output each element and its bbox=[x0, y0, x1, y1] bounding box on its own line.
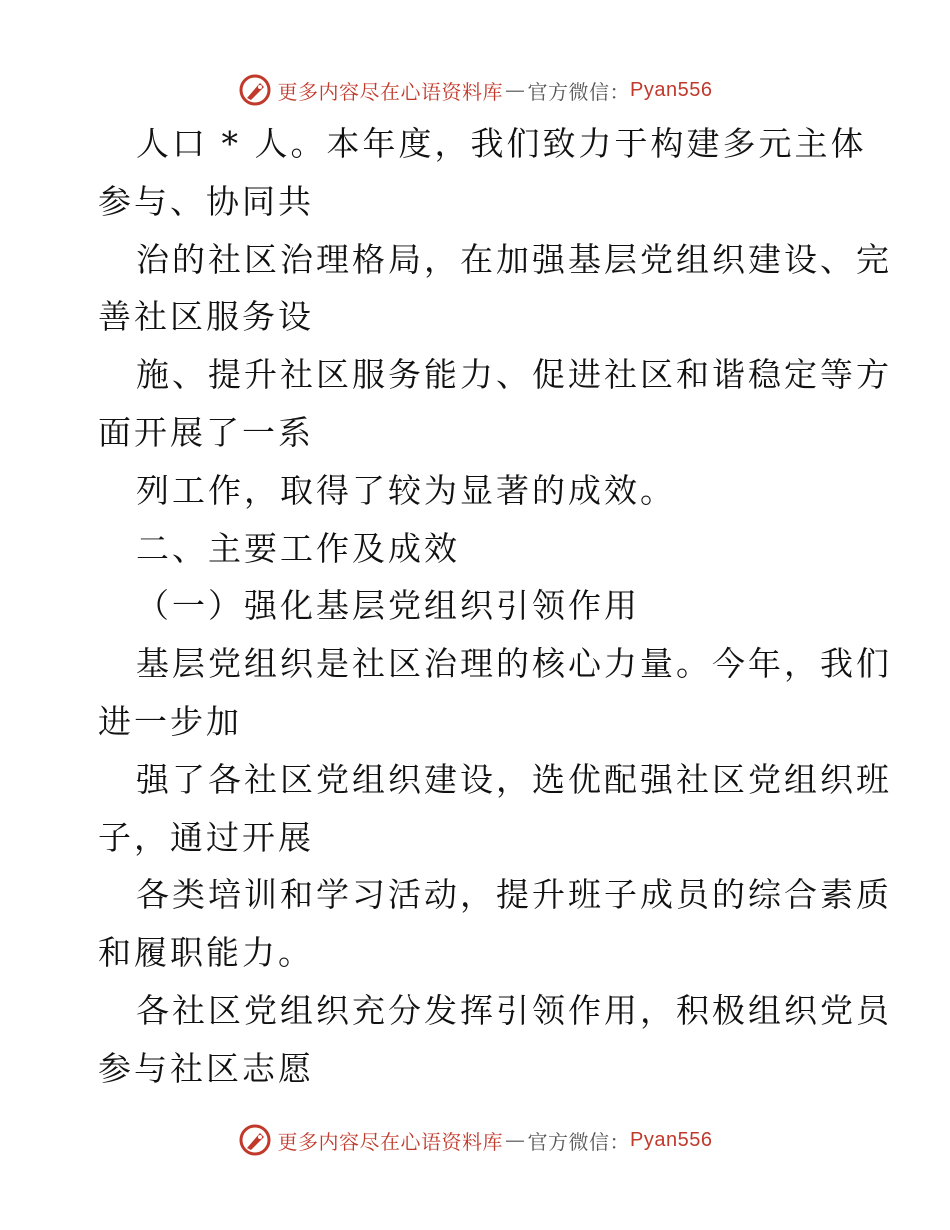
body-line: 参与社区志愿 bbox=[98, 1048, 314, 1088]
banner-text: 更多内容尽在心语资料库 bbox=[277, 79, 504, 104]
body-line: 善社区服务设 bbox=[98, 297, 314, 337]
wechat-label: 官方微信： bbox=[527, 1129, 631, 1154]
body-line: 治的社区治理格局，在加强基层党组织建设、完 bbox=[136, 239, 892, 279]
wechat-id: Pyan556 bbox=[630, 78, 713, 101]
body-line: 施、提升社区服务能力、促进社区和谐稳定等方 bbox=[136, 355, 892, 395]
body-line: 和履职能力。 bbox=[98, 933, 314, 973]
body-line: 各社区党组织充分发挥引领作用，积极组织党员 bbox=[136, 990, 892, 1030]
body-line: 进一步加 bbox=[98, 701, 242, 741]
body-line: 人口 * 人。本年度，我们致力于构建多元主体 bbox=[136, 124, 867, 163]
banner-separator: — bbox=[505, 1128, 526, 1152]
subsection-heading: （一）强化基层党组织引领作用 bbox=[136, 586, 640, 626]
pen-nib-logo-icon bbox=[238, 1123, 272, 1157]
document-body bbox=[98, 115, 892, 1098]
header-banner bbox=[0, 70, 950, 110]
section-heading: 二、主要工作及成效 bbox=[136, 528, 460, 568]
body-line: 各类培训和学习活动，提升班子成员的综合素质 bbox=[136, 875, 892, 915]
wechat-id: Pyan556 bbox=[630, 1128, 713, 1151]
pen-nib-logo-icon bbox=[238, 73, 272, 107]
body-line: 面开展了一系 bbox=[98, 412, 314, 452]
wechat-label: 官方微信： bbox=[527, 79, 631, 104]
body-line: 列工作，取得了较为显著的成效。 bbox=[136, 470, 676, 510]
banner-separator: — bbox=[505, 78, 526, 102]
body-line: 基层党组织是社区治理的核心力量。今年，我们 bbox=[136, 644, 892, 684]
body-line: 参与、协同共 bbox=[98, 181, 314, 221]
footer-banner bbox=[0, 1120, 950, 1160]
body-line: 强了各社区党组织建设，选优配强社区党组织班 bbox=[136, 759, 892, 799]
banner-text: 更多内容尽在心语资料库 bbox=[277, 1129, 504, 1154]
body-line: 子，通过开展 bbox=[98, 817, 314, 857]
